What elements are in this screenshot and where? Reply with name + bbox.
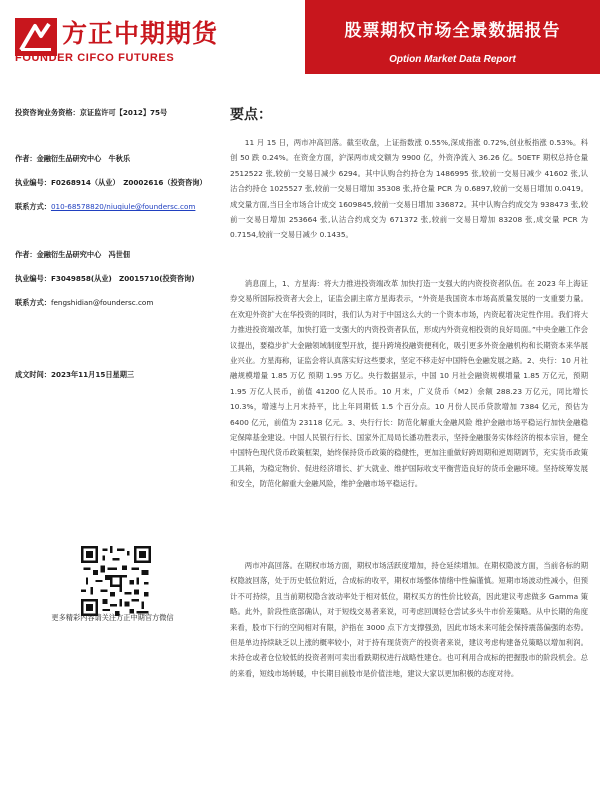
contact-label: 联系方式： (15, 202, 51, 211)
wechat-qr-code-icon[interactable] (81, 546, 151, 616)
brand-name-en: FOUNDER CIFCO FUTURES (15, 52, 175, 64)
report-subtitle: Option Market Data Report (389, 54, 516, 65)
main-content (230, 104, 588, 678)
license-line: 投资咨询业务资格：京证监许可【2012】75号 (15, 108, 168, 117)
founder-logo-icon (15, 18, 57, 56)
report-header (0, 0, 600, 80)
author-line-2: 作者：金融衍生品研究中心 冯世佃 (15, 250, 131, 259)
contact-label: 联系方式： (15, 298, 51, 307)
strategy-paragraph: 两市冲高回落。在期权市场方面，期权市场活跃度增加，持仓延续增加。在期权隐波方面，当前各标的期权隐波回落，处于历史低位附近，合成标的收平，期权市场整体情绪中性偏谨慎。短期市场波动性减小，但预计不可持续，且当前期权隐含波动率处于相对低位，期权买方的性价比较高，因此建议考虑做多 Gamma 策略。此外，阶段性底部确认，对于短线交易者来说，可考虑回调轻仓尝试多头牛市价差策略。从中长期的角度来看，股市下行的空间相对有限，沪指在 3000 点下方支撑强劲，因此市场未来可能会保持震荡偏强的态势。但是单边持续缺乏以上涨的概率较小，对于持有现货资产的投资者来说，建议考虑构建备兑策略以增加利润。未持仓或者仓位较低的投资者则可卖出看跌期权进行战略性建仓。也可利用合成标的把握股市的阶段机会。总的来看，短线市场转暖，中长期目前股市是价值洼地，建议大家以更加积极的态度对待。 (230, 561, 588, 678)
contact-email-2: fengshidian@foundersc.com (50, 298, 154, 307)
market-summary-paragraph: 11 月 15 日，两市冲高回落。截至收盘，上证指数涨 0.55%,深成指涨 0.72%,创业板指涨 0.53%。科创 50 跌 0.24%。在资金方面，沪深两市成交额为 9900 亿，外资净流入 36.26 亿。50ETF 期权总持仓量 2512522 张,较前一交易日减少 6294。其中认购合约持仓为 1486995 张,较前一交易日减少 41602 张,认沽合约持仓 1025527 张,较前一交易日增加 35308 张,持仓量 PCR 为 0.6897,较前一交易日增加 0.0419。成交量方面,当日全市场合计成交 1609845,较前一交易日增加 336872。其中认购合约成交为 938473 张,较前一交易日增加 253664 张,认沽合约成交为 671372 张,较前一交易日增加 83208 张,成交量 PCR 为 0.7154,较前一交易日减少 0.1435。 (230, 138, 588, 240)
report-date: 成文时间：2023年11月15日星期三 (15, 370, 135, 379)
cert-line-1: 执业编号：F0268914（从业） Z0002616（投资咨询） (15, 178, 207, 187)
qr-caption: 更多精彩内容请关注方正中期官方微信 (51, 613, 174, 622)
news-paragraph: 消息面上，1、方星海：将大力推进投资端改革 加快打造一支强大的内资投资者队伍。在 2023 年上海证券交易所国际投资者大会上，证监会副主席方星海表示，“外资是我国资本市场高质量发展的一支重要力量。在欢迎外资扩大在华投资的同时，我们认为对于中国这么大的一个资本市场，内资起着决定性作用。我们将大力推进投资端改革，加快打造一支强大的内资投资者队伍，形成内外资竞相投资的良好局面。”中央金融工作会议提出，要稳步扩大金融领域制度型开放，提升跨境投融资便利化，吸引更多外资金融机构和长期资本来华展业兴业。方星海称，证监会将认真落实好这些要求，坚定不移走好中国特色金融发展之路。2、央行：10 月社融规模增量 1.85 万亿 预期 1.95 万亿。央行数据显示，中国 10 月社会融资规模增量 1.85 万亿元，预期 1.95 万亿人民币，前值 41200 亿人民币。10 月末，广义货币（M2）余额 288.23 万亿元，同比增长 10.3%，增速与上月末持平，比上年同期低 1.5 个百分点。10 月份人民币贷款增加 7384 亿元，预估为 6400 亿元，前值为 23118 亿元。3、央行行长：防范化解重大金融风险 维护金融市场平稳运行加快金融稳定保障基金建设。中国人民银行行长、国家外汇局局长潘功胜表示，坚持金融服务实体经济的根本宗旨，健全中国特色现代货币政策框架，始终保持货币政策的稳健性，更加注重做好跨周期和逆周期调节，充实货币政策工具箱，为稳定物价、促进经济增长、扩大就业、维护国际收支平衡营造良好的货币金融环境。坚持统筹发展和安全，防范化解重大金融风险，维护金融市场平稳运行。 (230, 279, 588, 489)
cert-line-2: 执业编号：F3049858(从业) Z0015710(投资咨询) (15, 274, 195, 283)
contact-line-1 (15, 202, 195, 212)
contact-email-link-1[interactable]: 010-68578820/niuqiule@foundersc.com (50, 202, 196, 211)
report-title: 股票期权市场全景数据报告 (344, 21, 561, 41)
title-banner (305, 0, 600, 74)
contact-line-2 (15, 298, 153, 308)
brand-name-cn: 方正中期期货 (62, 19, 219, 48)
key-points-heading: 要点： (230, 107, 272, 123)
author-line-1: 作者：金融衍生品研究中心 牛秋乐 (15, 154, 131, 163)
